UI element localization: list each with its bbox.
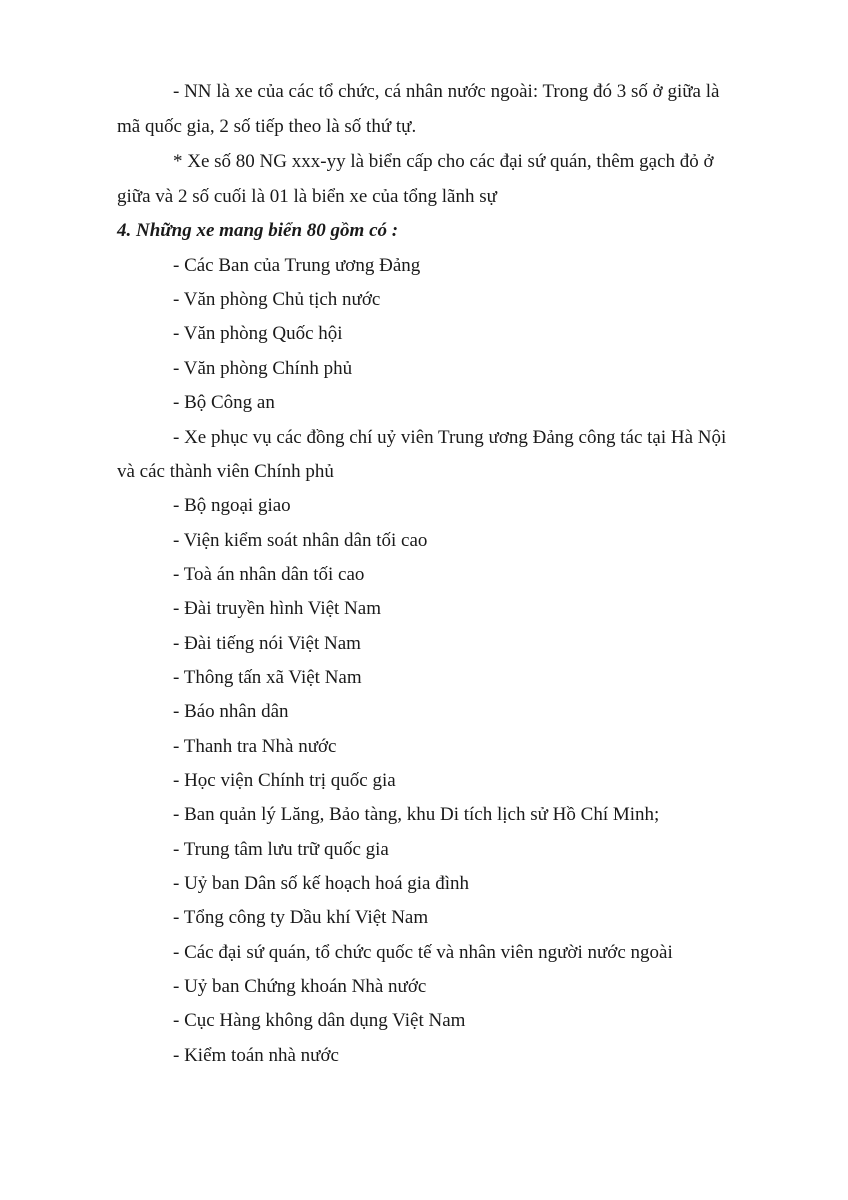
- list-item: - Các Ban của Trung ương Đảng: [173, 255, 421, 276]
- list-item: - Thanh tra Nhà nước: [173, 736, 337, 757]
- list-item: - Uỷ ban Chứng khoán Nhà nước: [173, 976, 427, 997]
- list-item: - Toà án nhân dân tối cao: [173, 564, 365, 585]
- paragraph-line: mã quốc gia, 2 số tiếp theo là số thứ tự.: [117, 116, 417, 137]
- list-item: - Báo nhân dân: [173, 701, 289, 722]
- list-item: - Văn phòng Chính phủ: [173, 358, 353, 379]
- list-item: - Đài tiếng nói Việt Nam: [173, 633, 361, 654]
- list-item: - Học viện Chính trị quốc gia: [173, 770, 396, 791]
- paragraph-line: * Xe số 80 NG xxx-yy là biển cấp cho các đại sứ quán, thêm gạch đỏ ở: [173, 151, 714, 172]
- list-item: - Các đại sứ quán, tổ chức quốc tế và nhân viên người nước ngoài: [173, 942, 673, 963]
- list-item: - Xe phục vụ các đồng chí uỷ viên Trung ương Đảng công tác tại Hà Nội: [173, 427, 727, 448]
- list-item-continuation: và các thành viên Chính phủ: [117, 461, 334, 482]
- list-item: - Cục Hàng không dân dụng Việt Nam: [173, 1010, 466, 1031]
- paragraph-line: giữa và 2 số cuối là 01 là biển xe của tổng lãnh sự: [117, 186, 497, 207]
- section-heading: 4. Những xe mang biển 80 gồm có :: [117, 220, 399, 241]
- list-item: - Văn phòng Quốc hội: [173, 323, 343, 344]
- list-item: - Ban quản lý Lăng, Bảo tàng, khu Di tích lịch sử Hồ Chí Minh;: [173, 804, 660, 825]
- list-item: - Trung tâm lưu trữ quốc gia: [173, 839, 389, 860]
- paragraph-line: - NN là xe của các tổ chức, cá nhân nước ngoài: Trong đó 3 số ở giữa là: [173, 81, 720, 102]
- list-item: - Viện kiểm soát nhân dân tối cao: [173, 530, 428, 551]
- list-item: - Đài truyền hình Việt Nam: [173, 598, 381, 619]
- list-item: - Tổng công ty Dầu khí Việt Nam: [173, 907, 429, 928]
- list-item: - Văn phòng Chủ tịch nước: [173, 289, 381, 310]
- list-item: - Bộ ngoại giao: [173, 495, 291, 516]
- list-item: - Bộ Công an: [173, 392, 275, 413]
- list-item: - Uỷ ban Dân số kế hoạch hoá gia đình: [173, 873, 470, 894]
- list-item: - Kiểm toán nhà nước: [173, 1045, 339, 1066]
- list-item: - Thông tấn xã Việt Nam: [173, 667, 362, 688]
